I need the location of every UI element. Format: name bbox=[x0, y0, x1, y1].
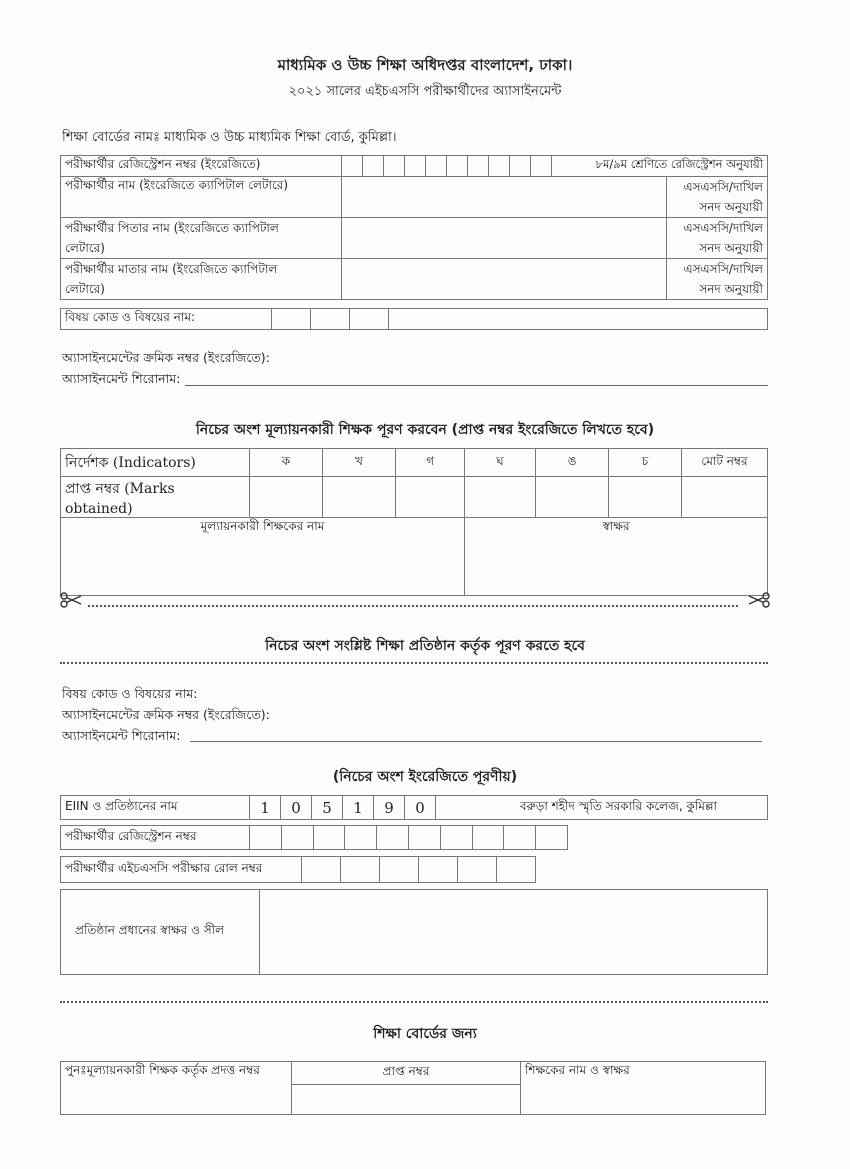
reg-digit-box[interactable] bbox=[342, 156, 363, 177]
teacher-name-label: মূল্যায়নকারী শিক্ষকের নাম bbox=[61, 518, 465, 596]
english-heading: (নিচের অংশ ইংরেজিতে পূরণীয়) bbox=[332, 769, 518, 785]
scissors-icon bbox=[748, 592, 770, 613]
mother-name-field[interactable] bbox=[342, 259, 667, 300]
page-title: মাধ্যমিক ও উচ্চ শিক্ষা অধিদপ্তর বাংলাদেশ, ঢাকা। bbox=[277, 56, 573, 74]
subject-code-box[interactable] bbox=[311, 309, 350, 330]
inst-reg-label: পরীক্ষার্থীর রেজিস্ট্রেশন নম্বর bbox=[61, 826, 250, 850]
marks-cell[interactable] bbox=[536, 477, 609, 518]
section-divider bbox=[60, 662, 768, 664]
eiin-digit[interactable]: 9 bbox=[374, 796, 405, 820]
board-table bbox=[60, 1061, 766, 1115]
eiin-digit[interactable]: 1 bbox=[250, 796, 281, 820]
ssc-note-line1: এসএসসি/দাখিল bbox=[683, 262, 763, 276]
signature-label: স্বাক্ষর bbox=[465, 518, 768, 596]
eiin-label: EIIN ও প্রতিষ্ঠানের নাম bbox=[61, 796, 250, 820]
roll-digit-box[interactable] bbox=[341, 857, 380, 883]
father-label-line2: লেটারে) bbox=[65, 241, 105, 255]
reg-digit-box[interactable] bbox=[440, 826, 472, 850]
ssc-note bbox=[667, 259, 768, 300]
reg-note: ৮ম/৯ম শ্রেণিতে রেজিস্ট্রেশন অনুযায়ী bbox=[552, 156, 768, 177]
total-marks-label: মোট নম্বর bbox=[682, 449, 768, 477]
indicator-column: খ bbox=[323, 449, 396, 477]
subject-name-field[interactable] bbox=[389, 309, 768, 330]
subject-label: বিষয় কোড ও বিষয়ের নাম: bbox=[61, 309, 272, 330]
indicators-label: নির্দেশক (Indicators) bbox=[61, 449, 250, 477]
eiin-digit[interactable]: 1 bbox=[343, 796, 374, 820]
inst-serial-label: অ্যাসাইনমেন্টের ক্রমিক নম্বর (ইংরেজিতে): bbox=[62, 707, 270, 722]
obtained-field[interactable] bbox=[292, 1085, 520, 1114]
scissors-icon bbox=[60, 592, 82, 613]
reg-digit-box[interactable] bbox=[447, 156, 468, 177]
mother-label bbox=[61, 259, 342, 300]
marks-cell[interactable] bbox=[250, 477, 323, 518]
reeval-label: পুনঃমূল্যায়নকারী শিক্ষক কর্তৃক প্রদত্ত নম্বর bbox=[61, 1062, 292, 1115]
reg-digit-box[interactable] bbox=[405, 156, 426, 177]
head-sign-label: প্রতিষ্ঠান প্রধানের স্বাক্ষর ও সীল bbox=[61, 890, 260, 975]
marks-obtained-label: প্রাপ্ত নম্বর (Marks obtained) bbox=[61, 477, 250, 518]
indicator-column: ঙ bbox=[536, 449, 609, 477]
board-name: শিক্ষা বোর্ডের নামঃ মাধ্যমিক ও উচ্চ মাধ্যমিক শিক্ষা বোর্ড, কুমিল্লা। bbox=[62, 130, 397, 145]
ssc-note bbox=[667, 218, 768, 259]
roll-digit-box[interactable] bbox=[419, 857, 458, 883]
marks-cell[interactable] bbox=[396, 477, 465, 518]
reg-digit-box[interactable] bbox=[345, 826, 377, 850]
inst-subject-label: বিষয় কোড ও বিষয়ের নাম: bbox=[62, 686, 198, 701]
reg-digit-box[interactable] bbox=[384, 156, 405, 177]
reg-label: পরীক্ষার্থীর রেজিস্ট্রেশন নম্বর (ইংরেজিতে) bbox=[61, 156, 342, 177]
indicator-column: ক bbox=[250, 449, 323, 477]
ssc-note-line2: সনদ অনুযায়ী bbox=[699, 200, 763, 214]
reg-digit-box[interactable] bbox=[468, 156, 489, 177]
marks-cell[interactable] bbox=[323, 477, 396, 518]
reg-digit-box[interactable] bbox=[536, 826, 568, 850]
total-marks-cell[interactable] bbox=[682, 477, 768, 518]
page-subtitle: ২০২১ সালের এইচএসসি পরীক্ষার্থীদের অ্যাসাইনমেন্ট bbox=[288, 84, 562, 99]
institution-heading: নিচের অংশ সংশ্লিষ্ট শিক্ষা প্রতিষ্ঠান কর্তৃক পূরণ করতে হবে bbox=[265, 638, 585, 654]
reg-digit-box[interactable] bbox=[472, 826, 504, 850]
roll-digit-box[interactable] bbox=[497, 857, 536, 883]
subject-code-box[interactable] bbox=[350, 309, 389, 330]
obtained-label: প্রাপ্ত নম্বর bbox=[292, 1062, 520, 1085]
reg-digit-box[interactable] bbox=[281, 826, 313, 850]
inst-title-label: অ্যাসাইনমেন্ট শিরোনাম: bbox=[62, 728, 181, 743]
indicator-column: ঘ bbox=[465, 449, 536, 477]
reg-digit-box[interactable] bbox=[313, 826, 345, 850]
head-sign-table bbox=[60, 889, 768, 975]
ssc-note-line2: সনদ অনুযায়ী bbox=[699, 282, 763, 296]
teacher-sign-label: শিক্ষকের নাম ও স্বাক্ষর bbox=[521, 1062, 766, 1115]
ssc-note-line1: এসএসসি/দাখিল bbox=[683, 180, 763, 194]
reg-digit-box[interactable] bbox=[377, 826, 409, 850]
roll-digit-box[interactable] bbox=[302, 857, 341, 883]
ssc-note bbox=[667, 177, 768, 218]
reg-digit-box[interactable] bbox=[489, 156, 510, 177]
eiin-digit[interactable]: 0 bbox=[405, 796, 436, 820]
roll-digit-box[interactable] bbox=[380, 857, 419, 883]
student-info-table bbox=[60, 155, 768, 300]
evaluation-heading: নিচের অংশ মূল্যায়নকারী শিক্ষক পূরণ করবেন (প্রাপ্ত নম্বর ইংরেজিতে লিখতে হবে) bbox=[195, 422, 655, 438]
father-label bbox=[61, 218, 342, 259]
marks-cell[interactable] bbox=[609, 477, 682, 518]
indicator-column: চ bbox=[609, 449, 682, 477]
subject-code-box[interactable] bbox=[272, 309, 311, 330]
assignment-serial-label: অ্যাসাইনমেন্টের ক্রমিক নম্বর (ইংরেজিতে): bbox=[62, 350, 270, 365]
reg-digit-box[interactable] bbox=[250, 826, 282, 850]
obtained-cell bbox=[292, 1062, 521, 1115]
father-name-field[interactable] bbox=[342, 218, 667, 259]
roll-digit-box[interactable] bbox=[458, 857, 497, 883]
assignment-title-label: অ্যাসাইনমেন্ট শিরোনাম: bbox=[62, 371, 181, 386]
ssc-note-line1: এসএসসি/দাখিল bbox=[683, 221, 763, 235]
eiin-table bbox=[60, 795, 768, 820]
head-sign-field[interactable] bbox=[260, 890, 768, 975]
inst-title-line[interactable] bbox=[190, 741, 762, 742]
institution-name[interactable]: বরুড়া শহীদ স্মৃতি সরকারি কলেজ, কুমিল্লা bbox=[436, 796, 768, 820]
reg-digit-box[interactable] bbox=[408, 826, 440, 850]
eiin-digit[interactable]: 0 bbox=[281, 796, 312, 820]
reg-digit-box[interactable] bbox=[510, 156, 531, 177]
name-label: পরীক্ষার্থীর নাম (ইংরেজিতে ক্যাপিটাল লেটারে) bbox=[61, 177, 342, 218]
marks-cell[interactable] bbox=[465, 477, 536, 518]
section-divider bbox=[60, 1001, 768, 1003]
assignment-title-line[interactable] bbox=[185, 385, 768, 386]
mother-label-line2: লেটারে) bbox=[65, 282, 105, 296]
cut-line bbox=[88, 605, 738, 607]
eiin-digit[interactable]: 5 bbox=[312, 796, 343, 820]
indicator-column: গ bbox=[396, 449, 465, 477]
ssc-note-line2: সনদ অনুযায়ী bbox=[699, 241, 763, 255]
subject-code-table bbox=[60, 308, 768, 330]
roll-label: পরীক্ষার্থীর এইচএসসি পরীক্ষার রোল নম্বর bbox=[61, 857, 302, 883]
name-field[interactable] bbox=[342, 177, 667, 218]
inst-reg-table bbox=[60, 825, 568, 850]
evaluation-table bbox=[60, 448, 768, 596]
board-heading: শিক্ষা বোর্ডের জন্য bbox=[373, 1026, 477, 1042]
roll-table bbox=[60, 856, 536, 883]
reg-digit-box[interactable] bbox=[426, 156, 447, 177]
reg-digit-box[interactable] bbox=[504, 826, 536, 850]
father-label-line1: পরীক্ষার্থীর পিতার নাম (ইংরেজিতে ক্যাপিটাল bbox=[65, 221, 279, 235]
reg-digit-box[interactable] bbox=[531, 156, 552, 177]
reg-digit-box[interactable] bbox=[363, 156, 384, 177]
mother-label-line1: পরীক্ষার্থীর মাতার নাম (ইংরেজিতে ক্যাপিটাল bbox=[65, 262, 278, 276]
